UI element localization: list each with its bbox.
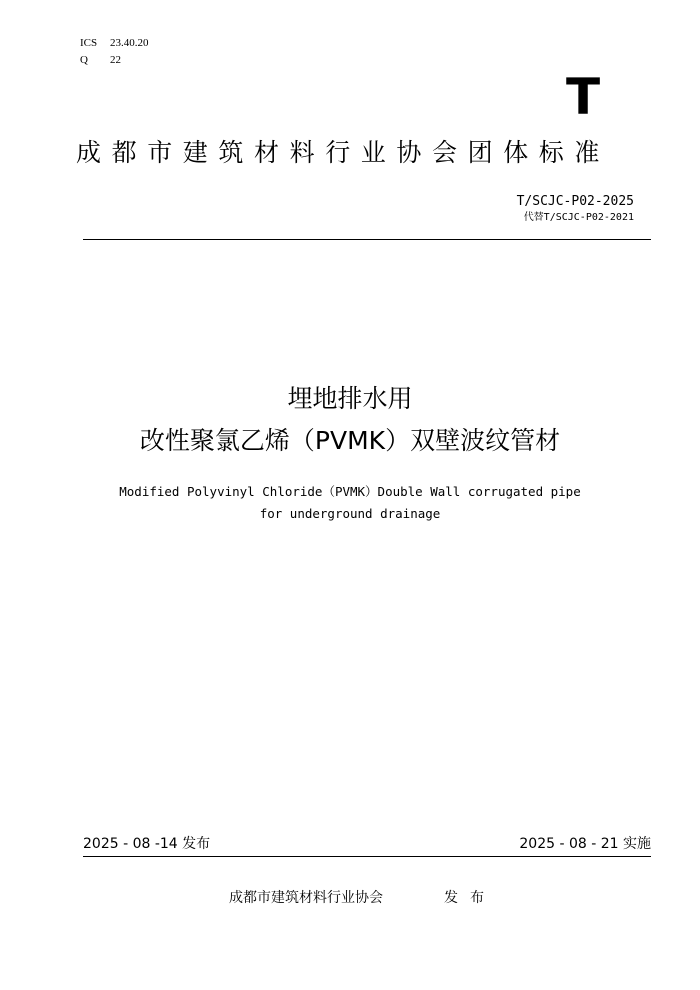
title-zh-line1: 埋地排水用 bbox=[287, 384, 413, 413]
publisher-name: 成都市建筑材料行业协会 bbox=[229, 890, 383, 906]
replaced-standard: 代替T/SCJC-P02-2021 bbox=[523, 212, 634, 223]
footer-divider bbox=[83, 856, 651, 857]
standard-type-mark: T bbox=[566, 68, 601, 126]
issue-date: 2025 - 08 -14 发布 bbox=[83, 836, 211, 852]
ics-label: ICS bbox=[80, 37, 98, 49]
header-divider bbox=[83, 239, 651, 240]
ccs-code bbox=[80, 53, 121, 67]
ics-value: 23.40.20 bbox=[110, 37, 149, 49]
implementation-date: 2025 - 08 - 21 实施 bbox=[519, 836, 651, 852]
title-en-line1: Modified Polyvinyl Chloride（PVMK）Double Wall corrugated pipe bbox=[119, 484, 581, 499]
ccs-label: Q bbox=[80, 54, 88, 66]
ccs-value: 22 bbox=[110, 54, 121, 66]
title-zh-line2: 改性聚氯乙烯（PVMK）双壁波纹管材 bbox=[139, 426, 561, 455]
ics-code bbox=[80, 36, 149, 50]
association-standard-title: 成都市建筑材料行业协会团体标准 bbox=[76, 138, 611, 167]
title-en-line2: for underground drainage bbox=[259, 506, 441, 521]
publish-label: 发布 bbox=[444, 890, 496, 906]
standard-number: T/SCJC-P02-2025 bbox=[516, 194, 634, 209]
